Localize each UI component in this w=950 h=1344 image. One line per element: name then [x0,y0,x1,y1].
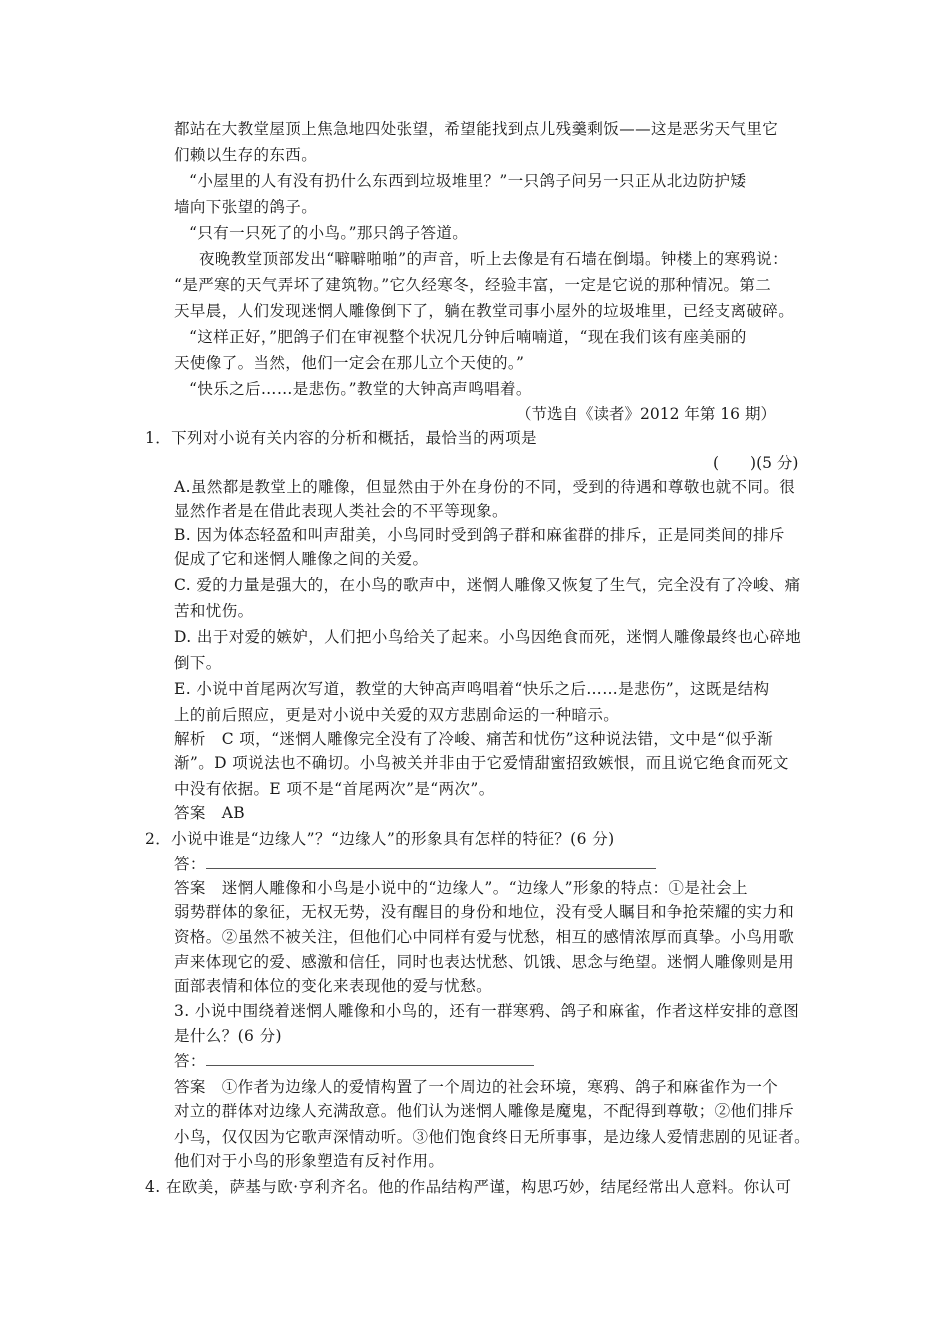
question-3-stem: 3. 小说中围绕着迷惘人雕像和小鸟的，还有一群寒鸦、鸽子和麻雀，作者这样安排的意图 [174,1002,800,1020]
passage-line: 天早晨，人们发现迷惘人雕像倒下了，躺在教堂司事小屋外的垃圾堆里，已经支离破碎。 [174,302,795,320]
analysis-line: 渐”。D 项说法也不确切。小鸟被关并非由于它爱情甜蜜招致嫉恨，而且说它绝食而死文 [174,754,789,772]
question-4-stem: 4. 在欧美，萨基与欧·亨利齐名。他的作品结构严谨，构思巧妙，结尾经常出人意料。你认可 [145,1178,792,1196]
passage-line: “是严寒的天气弄坏了建筑物。”它久经寒冬，经验丰富，一定是它说的那种情况。第二 [174,276,772,294]
answer-line: 小鸟，仅仅因为它歌声深情动听。③他们饱食终日无所事事，是边缘人爱情悲剧的见证者。 [174,1128,811,1146]
answer-line: 声来体现它的爱、感激和信任，同时也表达忧愁、饥饿、思念与绝望。迷惘人雕像则是用 [174,953,795,971]
answer-line: 答案 ①作者为边缘人的爱情构置了一个周边的社会环境，寒鸦、鸽子和麻雀作为一个 [174,1078,779,1096]
answer-line: 弱势群体的象征，无权无势，没有醒目的身份和地位，没有受人瞩目和争抢荣耀的实力和 [174,903,795,921]
answer-line: 他们对于小鸟的形象塑造有反衬作用。 [174,1152,445,1170]
option-line: C. 爱的力量是强大的，在小鸟的歌声中，迷惘人雕像又恢复了生气，完全没有了冷峻、痛 [174,576,801,594]
question-2-stem: 2．小说中谁是“边缘人”？“边缘人”的形象具有怎样的特征？(6 分) [145,830,615,848]
question-1-score: ( )(5 分) [713,454,799,472]
answer-line: 面部表情和体位的变化来表现他的爱与忧愁。 [174,977,493,995]
answer-line: 答案 迷惘人雕像和小鸟是小说中的“边缘人”。“边缘人”形象的特点：①是社会上 [174,879,748,897]
option-line: 苦和忧伤。 [174,602,254,620]
answer-prompt: 答： [174,1052,206,1070]
option-line: 促成了它和迷惘人雕像之间的关爱。 [174,550,429,568]
answer-blank-line [206,854,656,869]
option-line: 显然作者是在借此表现人类社会的不平等现象。 [174,502,508,520]
option-line: E. 小说中首尾两次写道，教堂的大钟高声鸣唱着“快乐之后……是悲伤”，这既是结构 [174,680,770,698]
passage-line: 都站在大教堂屋顶上焦急地四处张望，希望能找到点儿残羹剩饭——这是恶劣天气里它 [174,120,779,138]
passage-line: 夜晚教堂顶部发出“噼噼啪啪”的声音，听上去像是有石墙在倒塌。钟楼上的寒鸦说： [199,250,789,268]
option-line: 上的前后照应，更是对小说中关爱的双方悲剧命运的一种暗示。 [174,706,620,724]
answer-field[interactable] [174,853,656,875]
answer-prompt: 答： [174,855,206,873]
option-line: A.虽然都是教堂上的雕像，但显然由于外在身份的不同，受到的待遇和尊敬也就不同。很 [174,478,796,496]
option-line: D. 出于对爱的嫉妒，人们把小鸟给关了起来。小鸟因绝食而死，迷惘人雕像最终也心碎地 [174,628,802,646]
passage-line: 们赖以生存的东西。 [174,146,318,164]
answer-field[interactable] [174,1050,534,1072]
analysis-line: 解析 C 项，“迷惘人雕像完全没有了冷峻、痛苦和忧伤”这种说法错，文中是“似乎渐 [174,730,774,748]
passage-line: “快乐之后……是悲伤。”教堂的大钟高声鸣唱着。 [189,380,532,398]
passage-line: “这样正好，”肥鸽子们在审视整个状况几分钟后喃喃道，“现在我们该有座美丽的 [189,328,747,346]
passage-source: （节选自《读者》2012 年第 16 期） [516,405,776,423]
passage-line: “只有一只死了的小鸟。”那只鸽子答道。 [189,224,469,242]
passage-line: 天使像了。当然，他们一定会在那儿立个天使的。” [174,354,525,372]
question-1-answer: 答案 AB [174,804,246,822]
analysis-line: 中没有依据。E 项不是“首尾两次”是“两次”。 [174,780,495,798]
question-1-stem: 1．下列对小说有关内容的分析和概括，最恰当的两项是 [145,429,537,447]
passage-line: “小屋里的人有没有扔什么东西到垃圾堆里？”一只鸽子问另一只正从北边防护矮 [189,172,747,190]
answer-blank-line [206,1051,534,1066]
option-line: B. 因为体态轻盈和叫声甜美，小鸟同时受到鸽子群和麻雀群的排斥，正是同类间的排斥 [174,526,785,544]
answer-line: 对立的群体对边缘人充满敌意。他们认为迷惘人雕像是魔鬼，不配得到尊敬；②他们排斥 [174,1102,795,1120]
question-3-stem: 是什么？(6 分) [174,1027,282,1045]
option-line: 倒下。 [174,654,222,672]
answer-line: 资格。②虽然不被关注，但他们心中同样有爱与忧愁，相互的感情浓厚而真挚。小鸟用歌 [174,928,795,946]
passage-line: 墙向下张望的鸽子。 [174,198,318,216]
